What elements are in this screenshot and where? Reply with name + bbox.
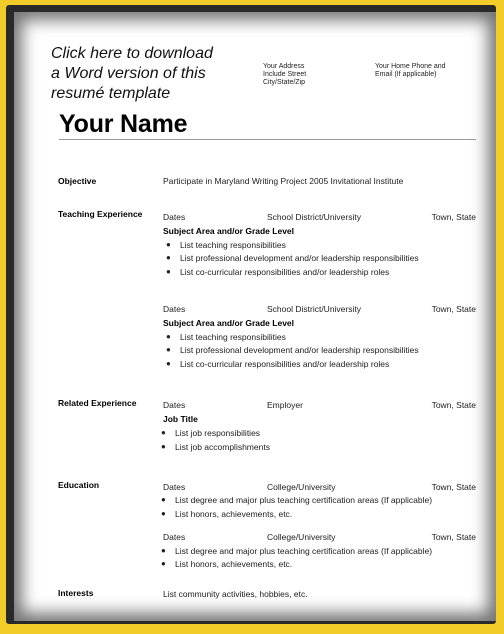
- download-word-link[interactable]: [51, 44, 251, 104]
- teaching-2-place: Town, State: [431, 304, 476, 314]
- education-2-org: College/University: [267, 532, 336, 542]
- bullet-icon: ●: [166, 267, 171, 276]
- interests-label: Interests: [58, 588, 94, 598]
- related-org: Employer: [267, 400, 303, 410]
- teaching-2-org: School District/University: [267, 304, 361, 314]
- address-line-3: City/State/Zip: [263, 79, 306, 86]
- related-place: Town, State: [431, 400, 476, 410]
- bullet-icon: ●: [166, 253, 171, 262]
- document-frame: [6, 5, 496, 624]
- address-line-2: Include Street: [263, 71, 307, 78]
- education-1-org: College/University: [267, 482, 336, 492]
- phone-block: [375, 63, 485, 79]
- related-bullet-2: ● List job accomplishments: [161, 442, 270, 452]
- teaching-1-title: Subject Area and/or Grade Level: [163, 226, 295, 236]
- bullet-icon: ●: [166, 345, 171, 354]
- education-label: Education: [58, 480, 100, 490]
- address-block: [263, 63, 363, 87]
- teaching-2-bullet-1: ● List teaching responsibilities: [166, 332, 286, 342]
- education-1-bullet-1: ● List degree and major plus teaching certification areas (If applicable): [161, 495, 433, 505]
- resume-name: Your Name: [59, 110, 188, 138]
- education-2-bullet-1: ● List degree and major plus teaching certification areas (If applicable): [161, 546, 433, 556]
- related-title: Job Title: [163, 414, 198, 424]
- bullet-icon: ●: [161, 546, 166, 555]
- education-2-bullet-2: ● List honors, achievements, etc.: [161, 559, 293, 569]
- related-label: Related Experience: [58, 398, 137, 408]
- teaching-1-bullet-1: ● List teaching responsibilities: [166, 240, 286, 250]
- bullet-icon: ●: [166, 240, 171, 249]
- interests-text: List community activities, hobbies, etc.: [163, 589, 308, 599]
- address-line-1: Your Address: [263, 63, 305, 70]
- resume-page: [14, 12, 496, 621]
- teaching-2-title: Subject Area and/or Grade Level: [163, 318, 295, 328]
- bullet-icon: ●: [161, 428, 166, 437]
- download-line-3[interactable]: resumé template: [51, 85, 171, 102]
- teaching-2-bullet-2: ● List professional development and/or leadership responsibilities: [166, 345, 419, 355]
- education-1-dates: Dates: [163, 482, 186, 492]
- bullet-icon: ●: [161, 442, 166, 451]
- bullet-icon: ●: [166, 332, 171, 341]
- objective-text: Participate in Maryland Writing Project 2005 Invitational Institute: [163, 176, 404, 186]
- phone-line-2: Email (If applicable): [375, 71, 437, 78]
- bullet-icon: ●: [166, 359, 171, 368]
- teaching-1-bullet-3: ● List co-curricular responsibilities and/or leadership roles: [166, 267, 390, 277]
- related-dates: Dates: [163, 400, 186, 410]
- bullet-icon: ●: [161, 509, 166, 518]
- teaching-1-bullet-2: ● List professional development and/or leadership responsibilities: [166, 253, 419, 263]
- teaching-1-place: Town, State: [431, 212, 476, 222]
- education-2-place: Town, State: [431, 532, 476, 542]
- teaching-2-bullet-3: ● List co-curricular responsibilities and/or leadership roles: [166, 359, 390, 369]
- download-line-2[interactable]: a Word version of this: [51, 65, 206, 82]
- bullet-icon: ●: [161, 495, 166, 504]
- education-1-place: Town, State: [431, 482, 476, 492]
- teaching-2-dates: Dates: [163, 304, 186, 314]
- objective-label: Objective: [58, 176, 97, 186]
- phone-line-1: Your Home Phone and: [375, 63, 446, 70]
- download-line-1[interactable]: Click here to download: [51, 45, 213, 62]
- header-divider: [59, 139, 476, 140]
- teaching-label: Teaching Experience: [58, 209, 143, 219]
- teaching-1-org: School District/University: [267, 212, 361, 222]
- education-1-bullet-2: ● List honors, achievements, etc.: [161, 509, 293, 519]
- teaching-1-dates: Dates: [163, 212, 186, 222]
- education-2-dates: Dates: [163, 532, 186, 542]
- related-bullet-1: ● List job responsibilities: [161, 428, 261, 438]
- bullet-icon: ●: [161, 559, 166, 568]
